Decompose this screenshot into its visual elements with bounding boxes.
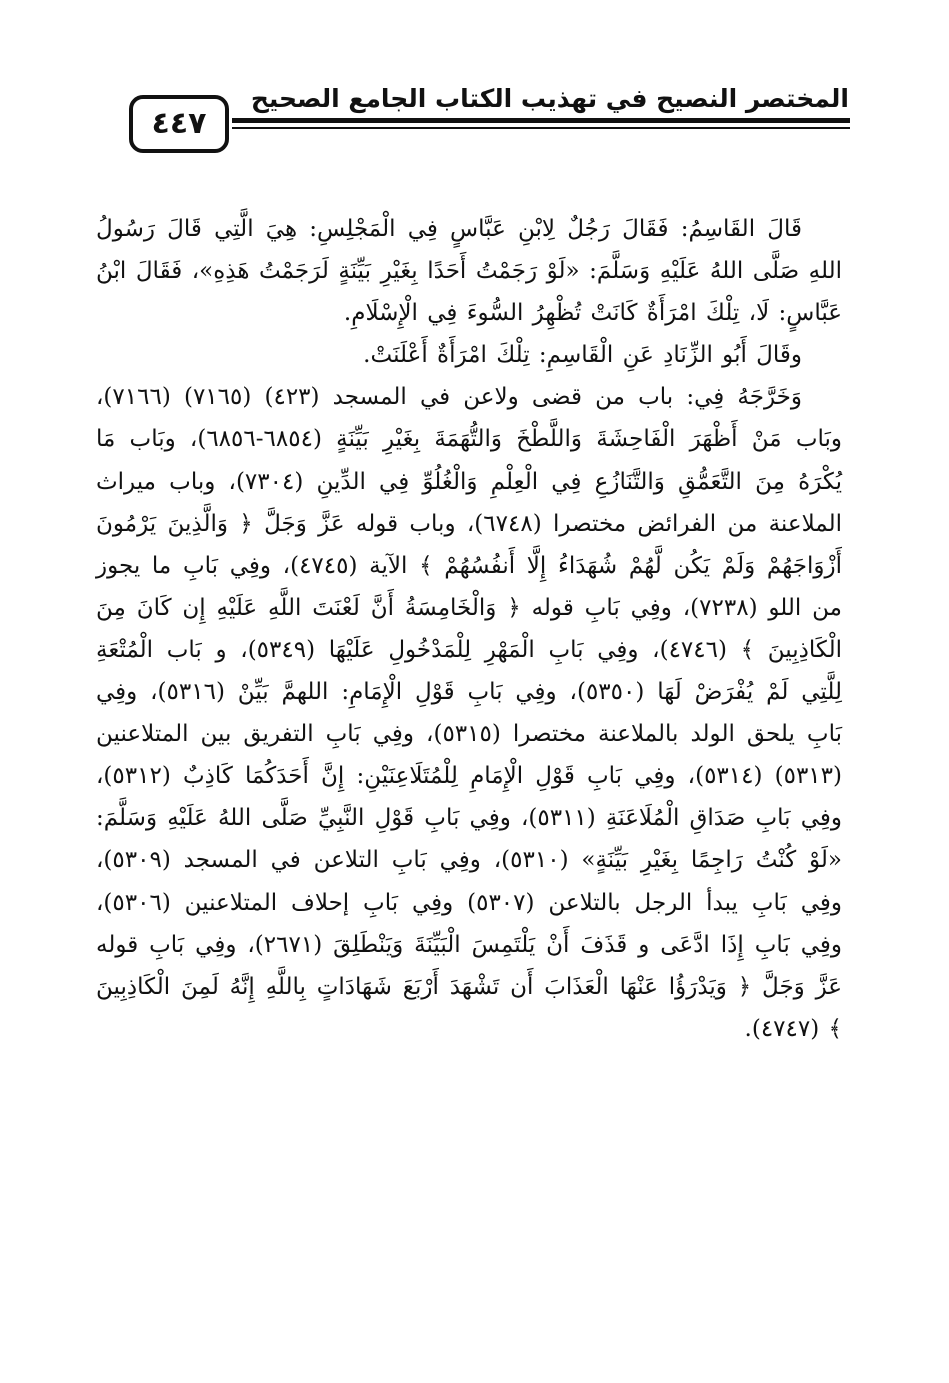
page-number-frame [129,95,229,153]
book-title: المختصر النصيح في تهذيب الكتاب الجامع الصحيح [250,84,849,113]
main-text [96,208,842,1050]
page-header [0,0,949,160]
header-rule [232,118,850,123]
paragraph-hadith: قَالَ القَاسِمُ: فَقَالَ رَجُلٌ لِابْنِ عَبَّاسٍ فِي الْمَجْلِسِ: هِيَ الَّتِي قَالَ رَسُولُ اللهِ صَلَّى اللهُ عَلَيْهِ وَسَلَّمَ: «لَوْ رَجَمْتُ أَحَدًا بِغَيْرِ بَيِّنَةٍ لَرَجَمْتُ هَذِهِ»، فَقَالَ ابْنُ عَبَّاسٍ: لَا، تِلْكَ امْرَأَةٌ كَانَتْ تُظْهِرُ السُّوءَ فِي الْإِسْلَامِ. [96,216,842,327]
paragraph-abu-zinad: وقَالَ أَبُو الزِّنَادِ عَنِ الْقَاسِمِ: تِلْكَ امْرَأَةٌ أَعْلَنَتْ. [363,342,802,369]
paragraph-takhrij: وَخَرَّجَهُ فِي: باب من قضى ولاعن في المسجد (٤٢٣) (٧١٦٥) (٧١٦٦)، وبَاب مَنْ أَظْهَرَ الْفَاحِشَةَ وَاللَّطْخَ وَالتُّهَمَةَ بِغَيْرِ بَيِّنَةٍ (٦٨٥٤-٦٨٥٦)، وبَاب مَا يُكْرَهُ مِنَ التَّعَمُّقِ وَالتَّنَازُعِ فِي الْعِلْمِ وَالْغُلُوِّ فِي الدِّينِ (٧٣٠٤)، وباب ميراث الملاعنة من الفرائض مختصرا (٦٧٤٨)، وباب قوله عَزَّ وَجَلَّ ﴿ وَالَّذِينَ يَرْمُونَ أَزْوَاجَهُمْ وَلَمْ يَكُن لَّهُمْ شُهَدَاءُ إِلَّا أَنفُسُهُمْ ﴾ الآية (٤٧٤٥)، وفِي بَابِ ما يجوز من اللو (٧٢٣٨)، وفِي بَابِ قوله ﴿ وَالْخَامِسَةُ أَنَّ لَعْنَتَ اللَّهِ عَلَيْهِ إِن كَانَ مِنَ الْكَاذِبِينَ ﴾ (٤٧٤٦)، وفِي بَابِ الْمَهْرِ لِلْمَدْخُولِ عَلَيْهَا (٥٣٤٩)، و بَاب الْمُتْعَةِ لِلَّتِي لَمْ يُفْرَضْ لَهَا (٥٣٥٠)، وفِي بَابِ قَوْلِ الْإِمَامِ: اللهمَّ بَيِّنْ (٥٣١٦)، وفِي بَابِ يلحق الولد بالملاعنة مختصرا (٥٣١٥)، وفِي بَابِ التفريق بين المتلاعنين (٥٣١٣) (٥٣١٤)، وفِي بَابِ قَوْلِ الْإِمَامِ لِلْمُتَلَاعِنَيْنِ: إِنَّ أَحَدَكُمَا كَاذِبٌ (٥٣١٢)، وفِي بَابِ صَدَاقِ الْمُلَاعَنَةِ (٥٣١١)، وفِي بَابِ قَوْلِ النَّبِيِّ صَلَّى اللهُ عَلَيْهِ وَسَلَّمَ: «لَوْ كُنْتُ رَاجِمًا بِغَيْرِ بَيِّنَةٍ» (٥٣١٠)، وفِي بَابِ التلاعن في المسجد (٥٣٠٩)، وفِي بَابِ يبدأ الرجل بالتلاعن (٥٣٠٧) وفِي بَابِ إحلاف المتلاعنين (٥٣٠٦)، وفِي بَابِ إِذَا ادَّعَى و قَذَفَ أَنْ يَلْتَمِسَ الْبَيِّنَةَ وَيَنْطَلِقَ (٢٦٧١)، وفِي بَابِ قوله عَزَّ وَجَلَّ ﴿ وَيَدْرَؤُا عَنْهَا الْعَذَابَ أَن تَشْهَدَ أَرْبَعَ شَهَادَاتٍ بِاللَّهِ إِنَّهُ لَمِنَ الْكَاذِبِينَ ﴾ (٤٧٤٧). [96,384,843,1042]
page-number: ٤٤٧ [151,106,207,141]
header-rule-thin [232,127,850,129]
